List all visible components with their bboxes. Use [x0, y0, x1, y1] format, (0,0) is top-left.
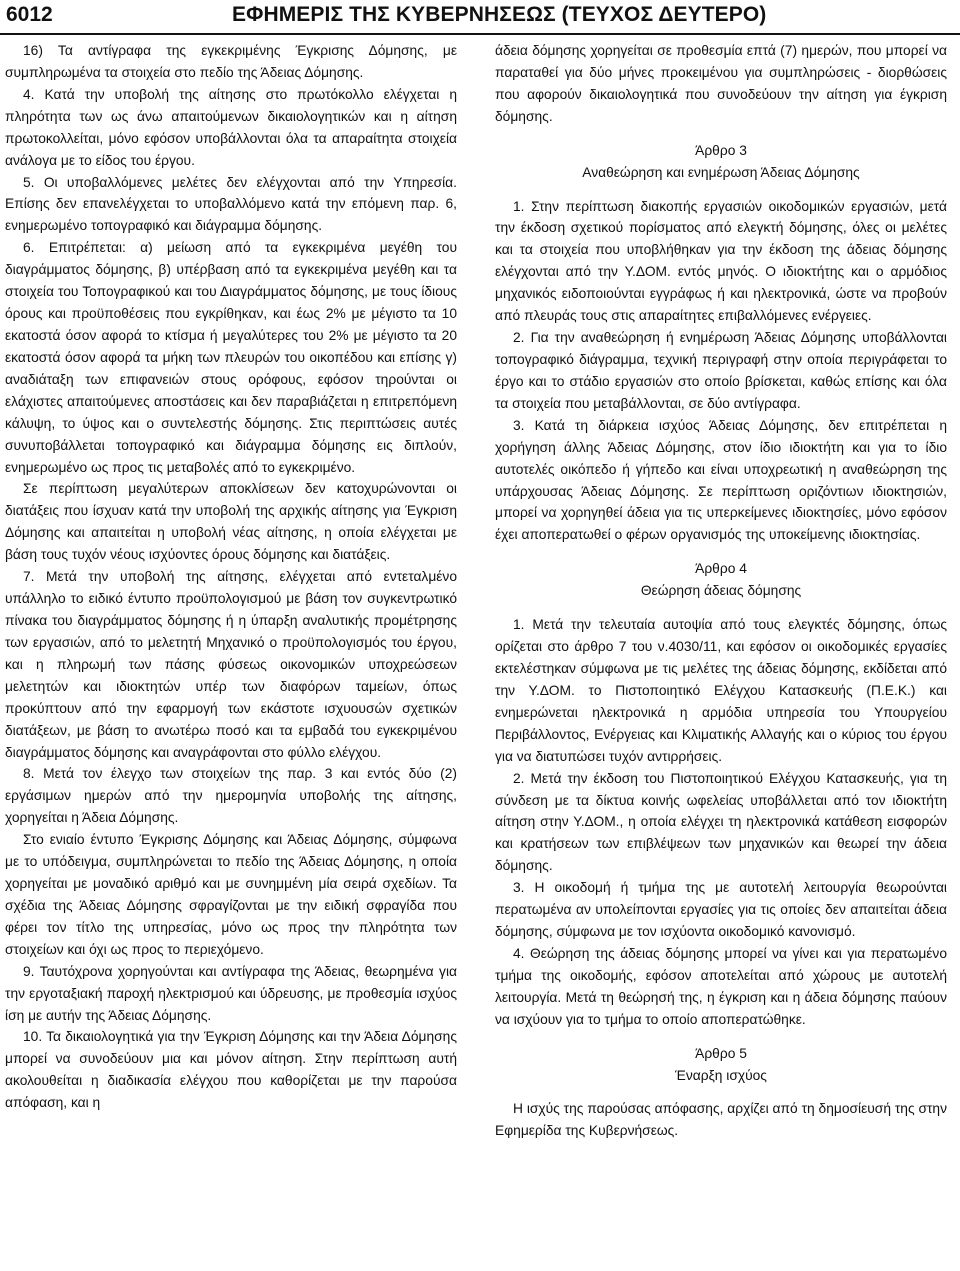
article-4-title: Θεώρηση άδειας δόμησης [640, 583, 802, 599]
right-column [495, 40, 947, 1268]
article-3-number: Άρθρο 3 [695, 142, 747, 158]
article-5-number: Άρθρο 5 [695, 1045, 747, 1061]
paragraph-10-continuation: άδεια δόμησης χορηγείται σε προθεσμία επτά (7) ημερών, που μπορεί να παραταθεί για δύο μήνες προκειμένου για συμπληρώσεις - διορθώσεις που αφορούν δικαιολογητικά που συνοδεύουν την αίτηση για έγκριση δόμησης. [495, 43, 947, 124]
page-number: 6012 [6, 3, 53, 26]
paragraph-10: 10. Τα δικαιολογητικά για την Έγκριση Δόμησης και την Άδεια Δόμησης μπορεί να συνοδεύουν μια και μόνον αίτηση. Στην περίπτωση αυτή ακολουθείται η διαδικασία ελέγχου που καθορίζεται με την παρούσα απόφαση, και η [5, 1029, 457, 1111]
paragraph-8: 8. Μετά τον έλεγχο των στοιχείων της παρ. 3 και εντός δύο (2) εργάσιμων ημερών από την ημερομηνία υποβολής της αίτησης, χορηγείται η Άδεια Δόμησης. [5, 766, 457, 826]
paragraph-item-16: 16) Τα αντίγραφα της εγκεκριμένης Έγκρισης Δόμησης, με συμπληρωμένα τα στοιχεία στο πεδίο της Άδειας Δόμησης. [5, 43, 457, 80]
article-3-paragraph-3: 3. Κατά τη διάρκεια ισχύος Άδειας Δόμησης, δεν επιτρέπεται η χορήγηση άλλης Άδειας Δόμησης, στον ίδιο ιδιοκτήτη και για το ίδιο αυτοτελές οικόπεδο ή γήπεδο και είναι υποχρεωτική η αναθεώρηση της υπάρχουσας Άδειας Δόμησης. Σε περίπτωση οριζόντιων ιδιοκτησιών, μπορεί να χορηγηθεί άδεια για τις υπερκείμενες ιδιοκτησίες, μόνο εφόσον έχει αποπερατωθεί ο φέρων οργανισμός της υποκείμενης ιδιοκτησίας. [495, 417, 947, 543]
article-4-paragraph-4: 4. Θεώρηση της άδειας δόμησης μπορεί να γίνει και για περατωμένο τμήμα της οικοδομής, εφόσον αποτελείται από χώρους με αυτοτελή λειτουργία. Μετά τη θεώρησή της, η έγκριση και η άδεια δόμησης παύουν να ισχύουν για το τμήμα το οποίο αποπερατώθηκε. [495, 945, 947, 1027]
article-3-title: Αναθεώρηση και ενημέρωση Άδειας Δόμησης [582, 164, 860, 180]
article-4-paragraph-2: 2. Μετά την έκδοση του Πιστοποιητικού Ελέγχου Κατασκευής, για τη σύνδεση με τα δίκτυα κοινής ωφελείας υποβάλλεται από τον ιδιοκτήτη αίτηση στην Υ.ΔΟΜ., η οποία ελέγχει τη ηλεκτρονικά κατάθεση εισφορών και κρατήσεων των επιβλέψεων των μηχανικών και θεωρεί την άδεια δόμησης. [495, 770, 947, 874]
article-5-paragraph-1: Η ισχύς της παρούσας απόφασης, αρχίζει από τη δημοσίευσή της στην Εφημερίδα της Κυβερνήσεως. [495, 1101, 947, 1139]
left-column [5, 40, 457, 1268]
paragraph-5: 5. Οι υποβαλλόμενες μελέτες δεν ελέγχονται από την Υπηρεσία. Επίσης δεν επανελέγχεται το υποβαλλόμενο κατά την επόμενη παρ. 6, ενημερωμένο τοπογραφικό και διάγραμμα δόμησης. [5, 174, 457, 234]
article-3-paragraph-1: 1. Στην περίπτωση διακοπής εργασιών οικοδομικών εργασιών, μετά την έκδοση σχετικού πορίσματος από ελεγκτή δόμησης, όλες οι μελέτες και τα στοιχεία που υποβλήθηκαν για την έκδοση της άδειας δόμησης ελέγχονται από την Υ.ΔΟΜ. εντός μηνός. Ο ιδιοκτήτης και ο αρμόδιος μηχανικός ειδοποιούνται εγγράφως ή και ηλεκτρονικά, ώστε να προβούν από πλευράς τους στις απαραίτητες επιβαλλόμενες ενέργειες. [495, 198, 947, 324]
paragraph-4: 4. Κατά την υποβολή της αίτησης στο πρωτόκολλο ελέγχεται η πληρότητα των ως άνω απαιτούμενων δικαιολογητικών και η αίτηση πρωτοκολλείται, μόνο εφόσον υποβάλλονται όλα τα απαραίτητα στοιχεία ανάλογα με το είδος του έργου. [5, 86, 457, 168]
gazette-title: ΕΦΗΜΕΡΙΣ ΤΗΣ ΚΥΒΕΡΝΗΣΕΩΣ (ΤΕΥΧΟΣ ΔΕΥΤΕΡΟ) [232, 3, 767, 26]
paragraph-8-unified-form: Στο ενιαίο έντυπο Έγκρισης Δόμησης και Άδειας Δόμησης, σύμφωνα με το υπόδειγμα, συμπληρώνεται το πεδίο της Άδειας Δόμησης, η οποία χορηγείται με μοναδικό αριθμό και με συνημμένη μία σειρά σχεδίων. Τα σχέδια της Άδειας Δόμησης σφραγίζονται με την ειδική σφραγίδα που φέρει τον τίτλο της υπηρεσίας, μόνο ως προς την πληρότητα των στοιχείων και όχι ως προς το περιεχόμενο. [5, 832, 457, 957]
article-4-paragraph-1: 1. Μετά την τελευταία αυτοψία από τους ελεγκτές δόμησης, όπως ορίζεται στο άρθρο 7 του ν.4030/11, και εφόσον οι οικοδομικές εργασίες εκτελέστηκαν σύμφωνα με τις μελέτες της άδειας δόμησης, εκδίδεται από την Υ.ΔΟΜ. το Πιστοποιητικό Ελέγχου Κατασκευής (Π.Ε.Κ.) και ενημερώνεται ηλεκτρονικά η αρμόδια υπηρεσία του Υπουργείου Περιβάλλοντος, Ενέργειας και Κλιματικής Αλλαγής και ο κύριος του έργου για να διατυπώσει τυχόν αντιρρήσεις. [495, 617, 947, 764]
paragraph-6-larger-deviations: Σε περίπτωση μεγαλύτερων αποκλίσεων δεν κατοχυρώνονται οι διατάξεις που ίσχυαν κατά την υποβολή της αρχικής αίτησης για Έγκριση Δόμησης και απαιτείται η υποβολή νέας αίτησης, η οποία ελέγχεται με βάση τους τυχόν νέους ισχύοντες όρους δόμησης και διατάξεις. [5, 481, 457, 563]
article-3-paragraph-2: 2. Για την αναθεώρηση ή ενημέρωση Άδειας Δόμησης υποβάλλονται τοπογραφικό διάγραμμα, τεχνική περιγραφή στην οποία περιγράφεται το έργο και το στάδιο εργασιών στο οποίο βρίσκεται, καθώς επίσης και όλα τα στοιχεία που μεταβάλλονται, σε δύο αντίγραφα. [495, 330, 947, 411]
paragraph-6: 6. Επιτρέπεται: α) μείωση από τα εγκεκριμένα μεγέθη του διαγράμματος δόμησης, β) υπέρβαση από τα εγκεκριμένα μεγέθη και τα στοιχεία του Τοπογραφικού και του Διαγράμματος δόμησης, με τους ίδιους όρους και προϋποθέσεις που εγκρίθηκαν, και έως 2% με μέγιστο τα 10 εκατοστά όσον αφορά το κτίσμα ή μεγαλύτερες του 2% με μέγιστο τα 20 εκατοστά όσον αφορά τα μήκη των πλευρών του οικοπέδου και επίσης γ) αναδιάταξη των επιφανειών στους ορόφους, εφόσον τηρούνται οι ελάχιστες απαιτούμενες αποστάσεις και δεν παραβιάζεται η επιτρεπόμενη κάλυψη, το ύψος και ο συντελεστής δόμησης. Στις περιπτώσεις αυτές συνυποβάλλεται τοπογραφικό και διάγραμμα δόμησης εις διπλούν, ενημερωμένο ως προς τις μεταβολές από το εγκεκριμένο. [5, 240, 457, 475]
article-5-title: Έναρξη ισχύος [675, 1067, 767, 1083]
header-rule [0, 33, 960, 35]
paragraph-9: 9. Ταυτόχρονα χορηγούνται και αντίγραφα της Άδειας, θεωρημένα για την εργοταξιακή παροχή ηλεκτρισμού και ύδρευσης, με προθεσμία ισχύος ίση με αυτήν της Άδειας Δόμησης. [5, 963, 457, 1023]
page-header [0, 0, 960, 36]
article-4-number: Άρθρο 4 [695, 561, 747, 577]
paragraph-7: 7. Μετά την υποβολή της αίτησης, ελέγχεται από εντεταλμένο υπάλληλο το ειδικό έντυπο προϋπολογισμού με βάση τον συγκεντρωτικό πίνακα του διαγράμματος δόμησης ή η ύπαρξη αναλυτικής προμέτρησης των εργασιών, από το μελετητή Μηχανικό ο προϋπολογισμός του έργου, και η πληρωμή των πάσης φύσεως οικονομικών υποχρεώσεων μελετητών και ιδιοκτητών υπέρ των διαφόρων ταμείων, όπως προκύπτουν από την εφαρμογή των εκάστοτε ισχυουσών σχετικών διατάξεων, με βάση το ανωτέρω ποσό και τα εμβαδά του εγκεκριμένου διαγράμματος δόμησης και αναγράφονται στο φύλλο ελέγχου. [5, 569, 457, 760]
article-4-paragraph-3: 3. Η οικοδομή ή τμήμα της με αυτοτελή λειτουργία θεωρούνται περατωμένα αν υπολείπονται εργασίες για τις οποίες δεν απαιτείται άδεια δόμησης, σύμφωνα με τον ισχύοντα οικοδομικό κανονισμό. [495, 880, 947, 940]
